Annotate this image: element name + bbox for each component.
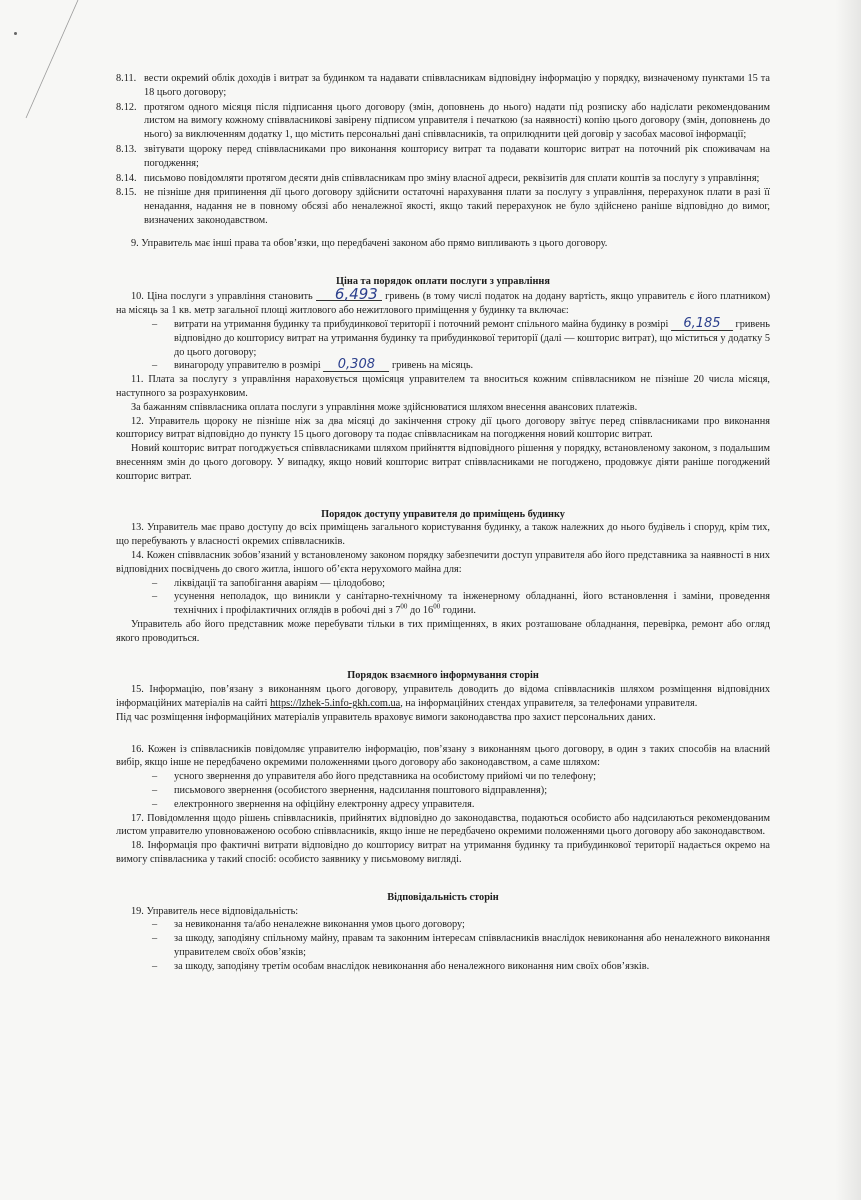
list-item [116, 186, 770, 227]
dash-text [174, 359, 770, 373]
handwritten-maintenance-value: 6,185 [671, 318, 733, 331]
dash-marker: – [152, 318, 158, 330]
dash-text [174, 590, 770, 618]
paragraph-15-text-b: , на інформаційних стендах управителя, за телефонами управителя. [400, 698, 698, 710]
item-text: не пізніше дня припинення дії цього договору здійснити остаточні нарахування плати за послугу з управління, перерахунок плати в разі її ненадання, надання не в повному обсязі або неналежної якості, якщо такий перерахунок не було здійснено раніше відповідно до вимог, визначених законодавством. [144, 187, 770, 226]
list-item [116, 172, 770, 186]
item-text: звітувати щороку перед співвласниками про виконання кошторису витрат та подавати кошторис витрат на поточний рік споживачам на погодження; [144, 143, 770, 169]
responsibility-item-2 [116, 932, 770, 960]
paragraph-14: 14. Кожен співвласник зобов’язаний у встановленому законом порядку забезпечити доступ управителя або його представника за наявності в них відповідних посвідчень до свого житла, іншого об’єкта нерухомого майна для: [116, 549, 770, 575]
website-link[interactable]: https://lzhek-5.info-gkh.com.ua [270, 698, 401, 710]
responsibility-item-1 [116, 918, 770, 932]
hour-superscript: 00 [433, 602, 441, 611]
paragraph-10-text-a: 10. Ціна послуги з управління становить [131, 291, 313, 303]
paragraph-16: 16. Кожен із співвласників повідомляє управителю інформацію, пов’язану з виконанням цього договору, в один з таких способів на власний вибір, якщо інше не передбачено окремими положеннями цього договору або законодавством, а саме шляхом: [116, 743, 770, 769]
item-text: письмово повідомляти протягом десяти днів співвласникам про зміну власної адреси, реквізитів для сплати коштів за послугу з управління; [144, 172, 760, 184]
paragraph-15-privacy: Під час розміщення інформаційних матеріалів управитель враховує вимоги законодавства про захист персональних даних. [116, 711, 656, 723]
handwritten-reward-value: 0,308 [323, 359, 389, 372]
item-number: 8.11. [116, 73, 137, 84]
dash-text: усного звернення до управителя або його представника на особистому прийомі чи по телефону; [174, 771, 596, 783]
info-method-written [116, 784, 770, 798]
dash-marker: – [152, 785, 158, 797]
dash-marker: – [152, 577, 158, 589]
paragraph-12: 12. Управитель щороку не пізніше ніж за два місяці до закінчення строку дії цього договору звітує перед співвласниками про виконання кошторису витрат відповідно до пункту 15 цього договору та подає співвласникам на погодження новий кошторис витрат. [116, 415, 770, 441]
dash-marker: – [152, 919, 158, 931]
paragraph-12-new-estimate: Новий кошторис витрат погоджується співвласниками шляхом прийняття відповідного рішення у порядку, встановленому законом, з подальшим внесенням змін до цього договору. У випадку, якщо новий кошторис витрат співвласниками не погоджено, продовжує діяти раніше погоджений кошторис витрат. [116, 443, 770, 482]
item-number: 8.13. [116, 143, 137, 155]
repairs-text-a: усунення неполадок, що виникли у санітарно-технічному та інженерному обладнанні, його встановлення і заміни, проведення технічних і профілактичних оглядів в робочі дні з 7 [174, 591, 770, 617]
dash-marker: – [152, 591, 158, 603]
hour-superscript: 00 [400, 602, 408, 611]
dash-marker: – [152, 960, 158, 972]
paragraph-18: 18. Інформація про фактичні витрати відповідно до кошторису витрат на утримання будинку та прибудинкової території надається окремо на вимогу співвласника у такий спосіб: особисто заявнику у письмовому вигляді. [116, 840, 770, 866]
paragraph-10-text-b: гривень (в тому числі податок на додану вартість, якщо управитель є його платником) на місяць за 1 кв. метр загальної площі житлового або нежитлового приміщення у будинку та включає: [116, 291, 771, 317]
dash-text: письмового звернення (особистого звернення, надсилання поштового відправлення); [174, 785, 548, 797]
section-heading-responsibility: Відповідальність сторін [387, 891, 499, 903]
paragraph-9: 9. Управитель має інші права та обов’язки, що передбачені законом або прямо випливають з цього договору. [131, 237, 608, 249]
dash-marker: – [152, 360, 158, 372]
access-item-repairs [116, 590, 770, 618]
dash-text [174, 315, 770, 359]
list-item [116, 72, 770, 100]
reward-text-a: винагороду управителю в розмірі [174, 360, 321, 372]
reward-text-b: гривень на місяць. [391, 360, 474, 372]
scan-edge-shadow [835, 0, 861, 1200]
obligations-list [116, 72, 770, 228]
item-number: 8.14. [116, 172, 137, 184]
dash-marker: – [152, 798, 158, 810]
dash-text: за шкоду, заподіяну спільному майну, правам та законним інтересам співвласників внаслідок невиконання або неналежного виконання управителем своїх обов’язків; [174, 933, 770, 959]
section-heading-price: Ціна та порядок оплати послуги з управління [336, 275, 550, 287]
section-heading-access: Порядок доступу управителя до приміщень будинку [321, 508, 565, 520]
paragraph-14-presence: Управитель або його представник може перебувати тільки в тих приміщеннях, в яких розташоване обладнання, перевірка, ремонт або огляд якого проводиться. [116, 618, 770, 644]
paragraph-17: 17. Повідомлення щодо рішень співвласників, прийнятих відповідно до законодавства, подаються особисто або надсилаються рекомендованим листом управителю уповноваженою особою співвласників, якщо інше не передбачено окремими положеннями цього договору або законодавством. [116, 812, 770, 838]
paragraph-13: 13. Управитель має право доступу до всіх приміщень загального користування будинку, а також належних до нього будівель і споруд, крім тих, що перебувають у власності окремих співвласників. [116, 522, 770, 548]
dash-text: ліквідації та запобігання аваріям — цілодобово; [174, 577, 386, 589]
dash-marker: – [152, 771, 158, 783]
price-component-reward [116, 359, 770, 373]
item-number: 8.12. [116, 101, 137, 113]
paragraph-11: 11. Плата за послугу з управління нараховується щомісяця управителем та вноситься кожним співвласником не пізніше 20 числа місяця, наступного за розрахунковим. [116, 374, 770, 399]
repairs-text-mid: до 16 [407, 605, 434, 617]
item-text: вести окремий облік доходів і витрат за будинком та надавати співвласникам відповідну інформацію у порядку, визначеному пунктами 15 та 18 цього договору; [144, 73, 770, 98]
maintenance-text-b: гривень відповідно до кошторису витрат на утримання будинку та прибудинкової території (далі — кошторис витрат), що міститься у додатку 5 до цього договору; [174, 318, 770, 358]
repairs-text-b: години. [440, 605, 476, 617]
access-item-emergency [116, 577, 770, 591]
item-text: протягом одного місяця після підписання цього договору (змін, доповнень до нього) надати під розписку або надіслати рекомендованим листом на вимогу кожному співвласникові завірену підписом управителя і печаткою (за наявності) копію цього договору (змін, доповнень до нього) за виключенням додатку 1, що містить персональні дані співвласників, та оприлюднити цей договір у засобах масової інформації; [144, 101, 770, 141]
maintenance-text-a: витрати на утримання будинку та прибудинкової території і поточний ремонт спільного майна будинку в розмірі [174, 318, 669, 330]
dash-marker: – [152, 933, 158, 945]
item-number: 8.15. [116, 187, 137, 199]
paragraph-15 [116, 683, 770, 711]
handwritten-price-value: 6,493 [316, 288, 382, 301]
responsibility-item-3 [116, 960, 770, 974]
list-item [116, 143, 770, 171]
section-heading-info: Порядок взаємного інформування сторін [347, 670, 539, 682]
paragraph-11-advance: За бажанням співвласника оплата послуги з управління може здійснюватися шляхом внесення авансових платежів. [131, 401, 638, 413]
dash-text: електронного звернення на офіційну електронну адресу управителя. [174, 798, 475, 810]
paragraph-10 [116, 285, 771, 318]
price-component-maintenance [116, 315, 770, 359]
dash-text: за невиконання та/або неналежне виконання умов цього договору; [174, 919, 465, 931]
dash-text: за шкоду, заподіяну третім особам внаслідок невиконання або неналежного виконання ним своїх обов’язків. [174, 960, 650, 972]
scan-speck [14, 32, 17, 35]
scan-fold-line [20, 0, 80, 120]
info-method-oral [116, 770, 770, 784]
list-item [116, 101, 770, 142]
paragraph-15-text-a: 15. Інформацію, пов’язану з виконанням цього договору, управитель доводить до відома співвласників шляхом розміщення відповідних інформаційних матеріалів на сайті [116, 684, 770, 710]
document-body [116, 72, 770, 974]
info-method-electronic [116, 798, 770, 812]
paragraph-19: 19. Управитель несе відповідальність: [131, 905, 299, 917]
